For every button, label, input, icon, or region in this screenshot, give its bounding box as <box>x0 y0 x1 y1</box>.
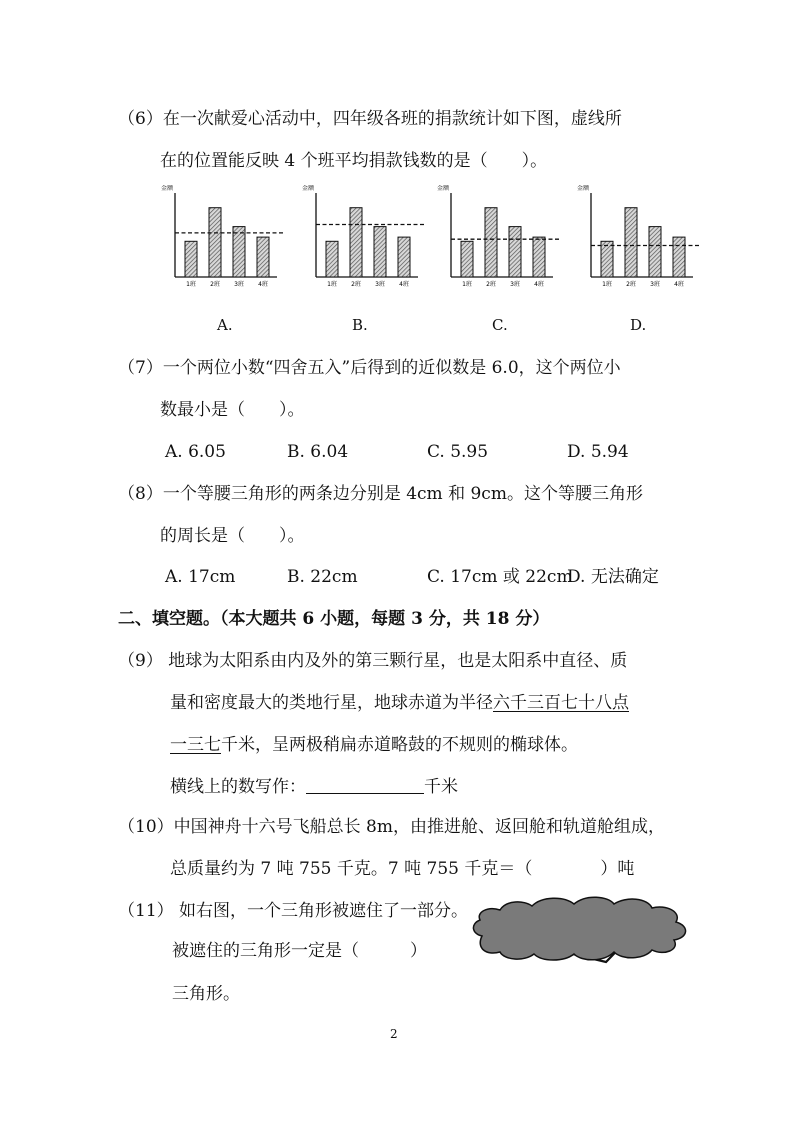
x-tick-label: 2班 <box>626 281 636 288</box>
chart-c <box>433 185 568 295</box>
q8-option-a: A. 17cm <box>165 567 236 587</box>
bar <box>625 208 637 277</box>
q7-option-a: A. 6.05 <box>165 442 226 462</box>
q9-number-words-part1: 六千三百七十八点 <box>493 693 629 713</box>
x-tick-label: 2班 <box>210 281 220 288</box>
x-tick-label: 1班 <box>327 281 337 288</box>
x-tick-label: 2班 <box>486 281 496 288</box>
cloud-cover-shape <box>473 897 685 960</box>
y-axis-label: 金额 <box>161 185 174 192</box>
y-axis-label: 金额 <box>437 185 450 192</box>
bar <box>350 208 362 277</box>
x-tick-label: 1班 <box>186 281 196 288</box>
covered-triangle-figure <box>468 890 698 979</box>
x-tick-label: 4班 <box>674 281 684 288</box>
q8-option-c: C. 17cm 或 22cm <box>427 567 573 587</box>
q9-unit: 千米 <box>424 777 458 797</box>
bar <box>257 237 269 277</box>
q8-line1: （8）一个等腰三角形的两条边分别是 4cm 和 9cm。这个等腰三角形 <box>118 484 643 504</box>
q10-line1: （10）中国神舟十六号飞船总长 8m，由推进舱、返回舱和轨道舱组成， <box>118 817 665 837</box>
chart-d <box>573 185 708 295</box>
bar <box>601 241 613 277</box>
q9-line1: （9） 地球为太阳系由内及外的第三颗行星，也是太阳系中直径、质 <box>118 651 628 671</box>
bar <box>209 208 221 277</box>
x-tick-label: 1班 <box>602 281 612 288</box>
section-2-title: 二、填空题。（本大题共 6 小题，每题 3 分，共 18 分） <box>118 609 550 629</box>
x-tick-label: 3班 <box>510 281 520 288</box>
bar-chart-b <box>298 185 433 295</box>
q9-number-words-part2: 一三七 <box>170 735 221 755</box>
page-number: 2 <box>390 1027 398 1041</box>
bar <box>461 241 473 277</box>
q8-line2: 的周长是（ ）。 <box>160 526 305 546</box>
choice-b-label: B. <box>352 316 368 334</box>
q7-line2: 数最小是（ ）。 <box>160 400 305 420</box>
q11-line3: 三角形。 <box>172 984 240 1004</box>
bar-chart-d <box>573 185 708 295</box>
q9-line2 <box>170 692 629 714</box>
x-tick-label: 1班 <box>462 281 472 288</box>
bar <box>185 241 197 277</box>
q6-line1: （6）在一次献爱心活动中，四年级各班的捐款统计如下图，虚线所 <box>118 109 622 129</box>
q6-line2: 在的位置能反映 4 个班平均捐款钱数的是（ ）。 <box>160 151 548 171</box>
bar <box>398 237 410 277</box>
bar <box>533 237 545 277</box>
x-tick-label: 2班 <box>351 281 361 288</box>
bar <box>509 227 521 277</box>
bar <box>673 237 685 277</box>
x-tick-label: 3班 <box>375 281 385 288</box>
x-tick-label: 4班 <box>399 281 409 288</box>
x-tick-label: 4班 <box>534 281 544 288</box>
chart-a <box>157 185 292 295</box>
q11-line1: （11） 如右图，一个三角形被遮住了一部分。 <box>118 901 469 921</box>
y-axis-label: 金额 <box>577 185 590 192</box>
q9-line4 <box>170 776 458 798</box>
q8-option-d: D. 无法确定 <box>567 567 659 587</box>
bar <box>233 227 245 277</box>
x-tick-label: 3班 <box>234 281 244 288</box>
bar-chart-c <box>433 185 568 295</box>
q9-text-cont: 千米，呈两极稍扁赤道略鼓的不规则的椭球体。 <box>221 735 578 755</box>
q7-option-b: B. 6.04 <box>287 442 349 462</box>
q8-option-b: B. 22cm <box>287 567 358 587</box>
x-tick-label: 4班 <box>258 281 268 288</box>
q10-line2: 总质量约为 7 吨 755 千克。7 吨 755 千克＝（ ）吨 <box>170 859 635 879</box>
q9-line3 <box>170 734 578 756</box>
bar <box>485 208 497 277</box>
y-axis-label: 金额 <box>302 185 315 192</box>
bar <box>326 241 338 277</box>
choice-a-label: A. <box>217 316 233 334</box>
q7-line1: （7）一个两位小数“四舍五入”后得到的近似数是 6.0，这个两位小 <box>118 358 621 378</box>
q9-text: 量和密度最大的类地行星，地球赤道为半径 <box>170 693 493 713</box>
q7-option-d: D. 5.94 <box>567 442 629 462</box>
bar <box>374 227 386 277</box>
x-tick-label: 3班 <box>650 281 660 288</box>
choice-d-label: D. <box>630 316 647 334</box>
bar <box>649 227 661 277</box>
choice-c-label: C. <box>492 316 508 334</box>
bar-chart-a <box>157 185 292 295</box>
q11-line2: 被遮住的三角形一定是（ ） <box>172 941 427 961</box>
q9-answer-blank[interactable] <box>306 777 424 794</box>
q9-prompt: 横线上的数写作： <box>170 777 306 797</box>
q7-option-c: C. 5.95 <box>427 442 489 462</box>
chart-b <box>298 185 433 295</box>
